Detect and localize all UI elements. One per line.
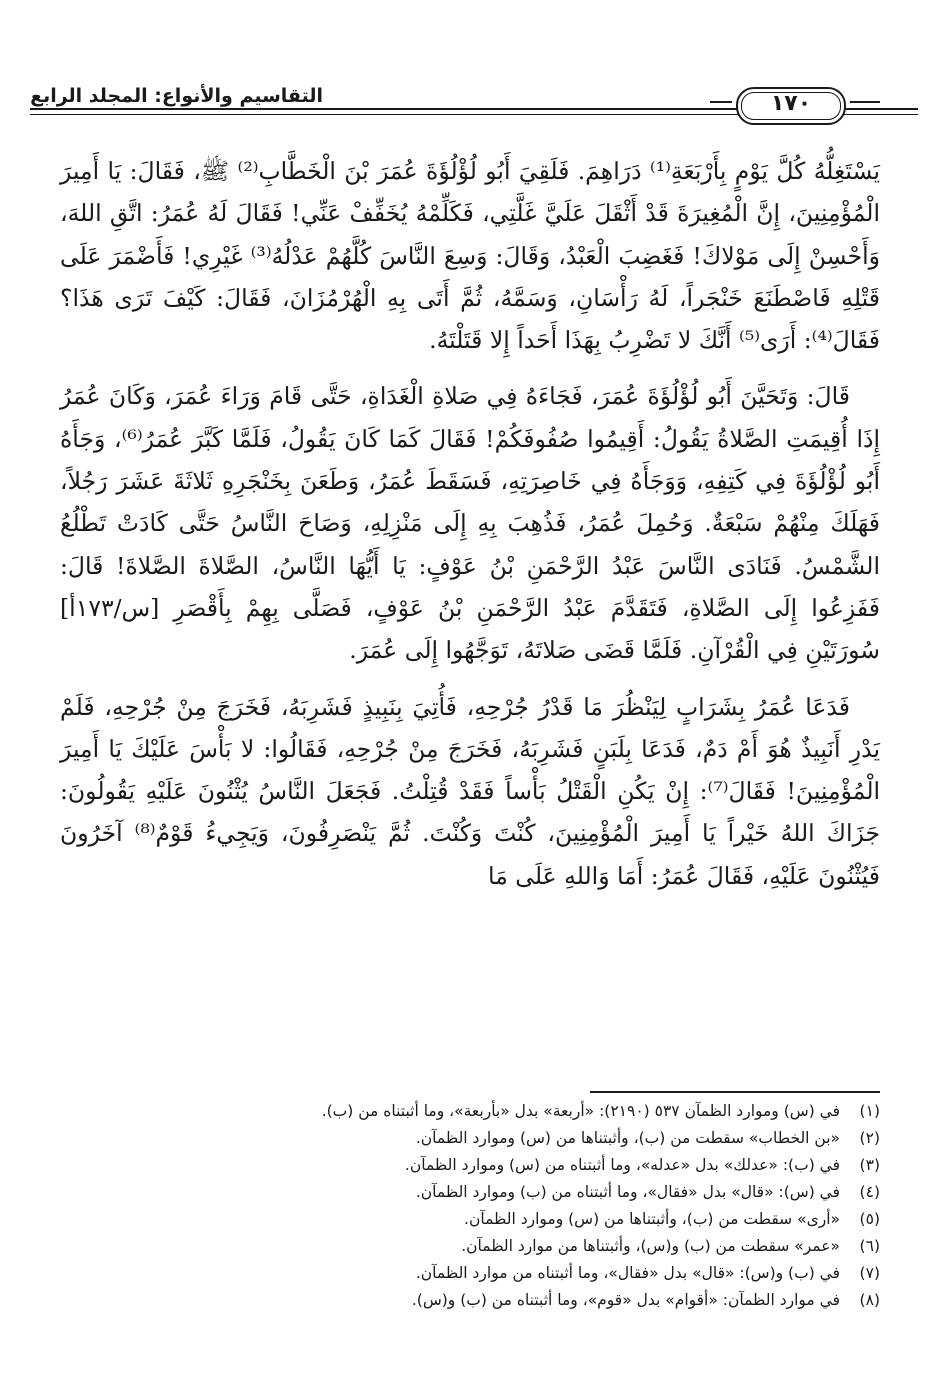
footnote-number: (٨) xyxy=(859,1291,880,1309)
body-text xyxy=(60,150,880,897)
footnote-text: في (س): «قال» بدل «فقال»، وما أثبتناه من (ب) وموارد الظمآن. xyxy=(415,1183,840,1201)
footnote-text: في (ب) و(س): «قال» بدل «فقال»، وما أثبتناه من موارد الظمآن. xyxy=(415,1264,840,1282)
footnote-number: (٤) xyxy=(859,1183,880,1201)
body-paragraph-3: فَدَعَا عُمَرُ بِشَرَابٍ لِيَنْظُرَ مَا قَدْرُ جُرْحِهِ، فَأُتِيَ بِنَبِيذٍ فَشَرِبَهُ، فَخَرَجَ مِنْ جُرْحِهِ، فَلَمْ يَدْرِ أَنَبِيذٌ هُوَ أَمْ دَمٌ، فَدَعَا بِلَبَنٍ فَشَرِبَهُ، فَخَرَجَ مِنْ جُرْحِهِ، فَقَالُوا: لا بَأْسَ عَلَيْكَ يَا أَمِيرَ الْمُؤْمِنِينَ! فَقَالَ⁽⁷⁾: إِنْ يَكُنِ الْقَتْلُ بَأْساً فَقَدْ قُتِلْتُ. فَجَعَلَ النَّاسُ يُثْنُونَ عَلَيْهِ يَقُولُونَ: جَزَاكَ اللهُ خَيْراً يَا أَمِيرَ الْمُؤْمِنِينَ، كُنْتَ وَكُنْتَ. ثُمَّ يَنْصَرِفُونَ، وَيَجِيءُ قَوْمٌ⁽⁸⁾ آخَرُونَ فَيُثْنُونَ عَلَيْهِ، فَقَالَ عُمَرُ: أَمَا وَاللهِ عَلَى مَا xyxy=(60,692,881,890)
footnote-2 xyxy=(60,1125,880,1152)
footnote-text: «عمر» سقطت من (ب) و(س)، وأثبتناها من موارد الظمآن. xyxy=(461,1237,840,1255)
footnote-number: (٧) xyxy=(859,1264,880,1282)
footnote-8 xyxy=(60,1287,880,1314)
badge-ornament-right-2 xyxy=(850,108,880,110)
footnote-text: في (ب): «عدلك» بدل «عدله»، وما أثبتناه من (س) وموارد الظمآن. xyxy=(404,1156,840,1174)
footnote-text: في (س) وموارد الظمآن ٥٣٧ (٢١٩٠): «أربعة» بدل «بأربعة»، وما أثبتناه من (ب). xyxy=(321,1102,840,1120)
footnote-number: (٦) xyxy=(859,1237,880,1255)
footnote-1 xyxy=(60,1098,880,1125)
footnote-number: (٢) xyxy=(859,1129,880,1147)
footnote-3 xyxy=(60,1152,880,1179)
footnote-7 xyxy=(60,1260,880,1287)
badge-ornament-left xyxy=(710,101,732,103)
footnote-text: «بن الخطاب» سقطت من (ب)، وأثبتناها من (س) وموارد الظمآن. xyxy=(415,1129,840,1147)
footnote-4 xyxy=(60,1179,880,1206)
footnote-6 xyxy=(60,1233,880,1260)
badge-ornament-left-2 xyxy=(710,108,732,110)
footnote-text: «أرى» سقطت من (ب)، وأثبتناها من (س) وموارد الظمآن. xyxy=(464,1210,840,1228)
body-paragraph-2: قَالَ: وَتَحَيَّنَ أَبُو لُؤْلُؤَةَ عُمَرَ، فَجَاءَهُ فِي صَلاةِ الْغَدَاةِ، حَتَّى قَامَ وَرَاءَ عُمَرَ، وَكَانَ عُمَرُ إِذَا أُقِيمَتِ الصَّلاةُ يَقُولُ: أَقِيمُوا صُفُوفَكُمْ! فَقَالَ كَمَا كَانَ يَقُولُ، فَلَمَّا كَبَّرَ عُمَرُ⁽⁶⁾، وَجَأَهُ أَبُو لُؤْلُؤَةَ فِي كَتِفِهِ، وَوَجَأَهُ فِي خَاصِرَتِهِ، فَسَقَطَ عُمَرُ، وَطَعَنَ بِخَنْجَرِهِ ثَلاثَةَ عَشَرَ رَجُلاً، فَهَلَكَ مِنْهُمْ سَبْعَةٌ. وَحُمِلَ عُمَرُ، فَذُهِبَ بِهِ إِلَى مَنْزِلِهِ، وَصَاحَ النَّاسُ حَتَّى كَادَتْ تَطْلُعُ الشَّمْسُ. فَنَادَى النَّاسَ عَبْدُ الرَّحْمَنِ بْنُ عَوْفٍ: يَا أَيُّهَا النَّاسُ، الصَّلاةَ الصَّلاةَ! قَالَ: فَفَزِعُوا إِلَى الصَّلاةِ، فَتَقَدَّمَ عَبْدُ الرَّحْمَنِ بْنُ عَوْفٍ، فَصَلَّى بِهِمْ بِأَقْصَرِ [س/١٧٣أ] سُورَتَيْنِ فِي الْقُرْآنِ. فَلَمَّا قَضَى صَلاتَهُ، تَوَجَّهُوا إِلَى عُمَرَ. xyxy=(60,382,880,665)
footnotes xyxy=(60,1098,880,1314)
page-number-badge xyxy=(736,87,846,125)
footnote-text: في موارد الظمآن: «أقوام» بدل «قوم»، وما أثبتناه من (ب) و(س). xyxy=(411,1291,840,1309)
footnote-number: (٥) xyxy=(859,1210,880,1228)
badge-ornament-right xyxy=(850,101,880,103)
running-title: التقاسيم والأنواع: المجلد الرابع xyxy=(30,85,323,107)
body-paragraph-1: يَسْتَغِلُّهُ كُلَّ يَوْمٍ بِأَرْبَعَةِ⁽¹⁾ دَرَاهِمَ. فَلَقِيَ أَبُو لُؤْلُؤَةَ عُمَرَ بْنَ الْخَطَّابِ⁽²⁾ ﷺ، فَقَالَ: يَا أَمِيرَ الْمُؤْمِنِينَ، إِنَّ الْمُغِيرَةَ قَدْ أَثْقَلَ عَلَيَّ غَلَّتِي، فَكَلِّمْهُ يُخَفِّفْ عَنِّي! فَقَالَ لَهُ عُمَرُ: اتَّقِ اللهَ، وَأَحْسِنْ إِلَى مَوْلاكَ! فَغَضِبَ الْعَبْدُ، وَقَالَ: وَسِعَ النَّاسَ كُلَّهُمْ عَدْلُهُ⁽³⁾ غَيْرِي! فَأَضْمَرَ عَلَى قَتْلِهِ فَاصْطَنَعَ خَنْجَراً، لَهُ رَأْسَانِ، وَسَمَّهُ، ثُمَّ أَتَى بِهِ الْهُرْمُزَانَ، فَقَالَ: كَيْفَ تَرَى هَذَا؟ فَقَالَ⁽⁴⁾: أَرَى⁽⁵⁾ أَنَّكَ لا تَضْرِبُ بِهَذَا أَحَداً إِلا قَتَلْتَهُ. xyxy=(60,157,881,355)
footnote-number: (١) xyxy=(859,1102,880,1120)
page-number: ١٧٠ xyxy=(770,91,812,116)
footnote-number: (٣) xyxy=(859,1156,880,1174)
footnote-5 xyxy=(60,1206,880,1233)
footnote-separator xyxy=(590,1091,880,1093)
